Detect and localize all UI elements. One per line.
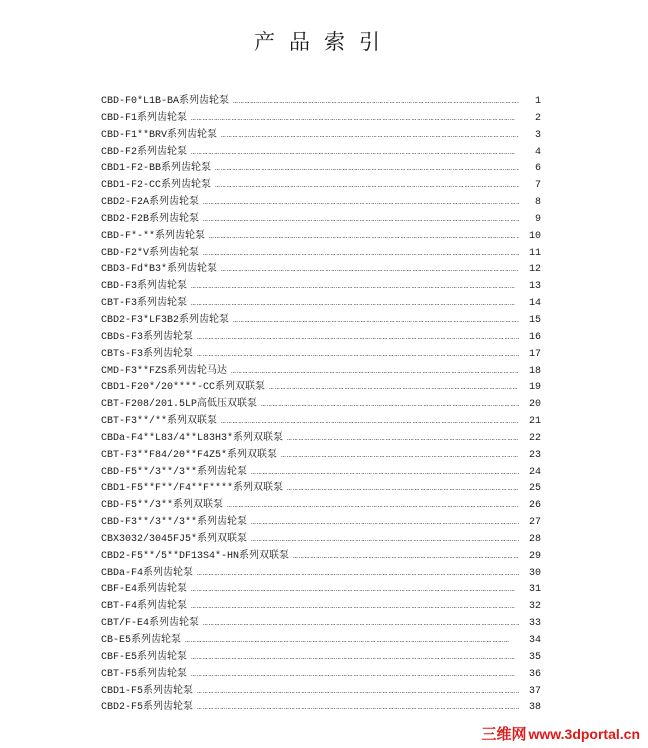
toc-entry-title: CBD2-F3*LF3B2系列齿轮泵 [101,314,230,326]
toc-entry-page-number: 28 [528,533,541,545]
dot-leader [209,229,519,246]
toc-entry-page-number: 17 [528,348,541,360]
toc-entry[interactable] [101,347,541,364]
toc-entry-page-number: 26 [528,500,541,512]
toc-entry-page-number: 21 [528,416,541,428]
toc-entry-page-number: 3 [534,129,541,141]
toc-entry[interactable] [101,498,541,515]
dot-leader [287,481,519,498]
toc-entry-title: CBDa-F4**L83/4**L83H3*系列双联泵 [101,432,284,444]
toc-entry-title: CBT-F208/201.5LP高低压双联泵 [101,399,258,411]
dot-leader [197,347,519,364]
toc-entry-title: CBT-F3**/**系列双联泵 [101,416,218,428]
dot-leader [251,515,519,532]
dot-leader [227,498,519,515]
dot-leader [197,700,519,717]
dot-leader [293,549,519,566]
site-watermark [481,723,640,744]
dot-leader [251,465,519,482]
toc-entry-page-number: 19 [528,382,541,394]
dot-leader [287,431,519,448]
toc-entry-title: CB-E5系列齿轮泵 [101,635,182,646]
dot-leader [221,262,519,279]
dot-leader [203,246,519,263]
page-title: 产品索引 [254,30,394,54]
toc-entry[interactable] [101,414,541,431]
toc-entry-title: CBF-E4系列齿轮泵 [101,584,188,596]
toc-entry-page-number: 10 [528,230,541,242]
toc-entry-page-number: 37 [528,685,541,697]
dot-leader [221,128,519,145]
toc-entry[interactable] [101,515,541,532]
watermark-chinese: 三维网 [481,726,527,743]
toc-entry[interactable] [101,431,541,448]
toc-entry[interactable] [101,212,541,229]
toc-entry[interactable] [101,313,541,330]
toc-entry-title: CBD1-F5**F**/F4**F****系列双联泵 [101,483,284,495]
toc-entry[interactable] [101,481,541,498]
toc-entry-title: CBT-F3系列齿轮泵 [101,298,188,310]
toc-entry-title: CBF-E5系列齿轮泵 [101,651,188,663]
toc-entry[interactable] [101,195,541,212]
toc-entry-page-number: 22 [528,432,541,444]
toc-entry[interactable] [101,566,541,583]
toc-entry-title: CBD1-F5系列齿轮泵 [101,685,194,697]
dot-leader [203,616,519,633]
toc-entry-page-number: 12 [528,264,541,276]
toc-entry-page-number: 4 [534,146,541,158]
toc-entry-page-number: 34 [528,635,541,646]
toc-entry-page-number: 35 [528,651,541,663]
toc-entry[interactable] [101,700,541,717]
toc-entry-title: CBD1-F2-BB系列齿轮泵 [101,163,212,175]
toc-entry[interactable] [101,448,541,465]
dot-leader [261,397,519,414]
toc-entry-page-number: 20 [528,399,541,411]
toc-entry-title: CBT-F3**F84/20**F4Z5*系列双联泵 [101,449,278,461]
dot-leader [197,330,519,347]
toc-entry-page-number: 25 [528,483,541,495]
toc-entry-page-number: 18 [528,365,541,377]
dot-leader [185,633,519,650]
toc-entry-title: CBD2-F2A系列齿轮泵 [101,197,200,209]
dot-leader [233,313,519,330]
toc-entry-page-number: 1 [534,96,541,107]
toc-entry-page-number: 15 [528,314,541,326]
toc-entry-title: CBTs-F3系列齿轮泵 [101,348,194,360]
toc-entry-title: CBDs-F3系列齿轮泵 [101,331,194,343]
toc-entry[interactable] [101,465,541,482]
toc-entry-title: CBD-F3系列齿轮泵 [101,281,188,293]
dot-leader [191,145,519,162]
dot-leader [191,279,519,296]
toc-entry-title: CBD2-F5系列齿轮泵 [101,702,194,714]
toc-entry-title: CBD-F2系列齿轮泵 [101,146,188,158]
dot-leader [215,161,519,178]
toc-entry[interactable] [101,599,541,616]
dot-leader [203,212,519,229]
toc-entry[interactable] [101,229,541,246]
toc-entry[interactable] [101,532,541,549]
toc-entry-page-number: 24 [528,466,541,478]
dot-leader [197,684,519,701]
toc-entry-page-number: 36 [528,668,541,680]
toc-entry-title: CBD1-F20*/20****-CC系列双联泵 [101,382,266,394]
toc-entry[interactable] [101,684,541,701]
toc-entry[interactable] [101,397,541,414]
toc-entry-page-number: 8 [534,197,541,209]
dot-leader [191,111,519,128]
toc-entry[interactable] [101,296,541,313]
toc-entry-page-number: 29 [528,550,541,562]
toc-entry[interactable] [101,161,541,178]
toc-entry[interactable] [101,667,541,684]
toc-entry[interactable] [101,616,541,633]
dot-leader [191,667,519,684]
toc-entry-title: CBT/F-E4系列齿轮泵 [101,618,200,630]
toc-entry-title: CBDa-F4系列齿轮泵 [101,567,194,579]
toc-entry-title: CBT-F4系列齿轮泵 [101,601,188,613]
toc-entry-title: CBD-F2*V系列齿轮泵 [101,247,200,259]
toc-entry-page-number: 33 [528,618,541,630]
toc-entry-title: CBD-F3**/3**/3**系列齿轮泵 [101,517,248,529]
toc-entry-title: CBD-F*-**系列齿轮泵 [101,230,206,242]
toc-entry[interactable] [101,246,541,263]
toc-entry[interactable] [101,582,541,599]
dot-leader [191,582,519,599]
toc-entry[interactable] [101,380,541,397]
toc-entry[interactable] [101,111,541,128]
toc-entry-page-number: 11 [528,247,541,259]
toc-entry-page-number: 14 [528,298,541,310]
toc-entry-title: CBD1-F2-CC系列齿轮泵 [101,180,212,192]
toc-entry-title: CBD2-F5**/5**DF13S4*-HN系列双联泵 [101,550,290,562]
toc-entry-page-number: 30 [528,567,541,579]
toc-entry-page-number: 16 [528,331,541,343]
toc-entry[interactable] [101,262,541,279]
dot-leader [197,566,519,583]
toc-entry-title: CBD-F1系列齿轮泵 [101,112,188,124]
toc-entry[interactable] [101,650,541,667]
toc-entry-title: CBD-F0*L1B-BA系列齿轮泵 [101,96,230,107]
toc-entry-page-number: 32 [528,601,541,613]
toc-entry-title: CBD-F5**/3**/3**系列齿轮泵 [101,466,248,478]
dot-leader [281,448,519,465]
toc-entry[interactable] [101,94,541,111]
table-of-contents [101,94,541,717]
dot-leader [231,364,519,381]
toc-entry[interactable] [101,549,541,566]
dot-leader [221,414,519,431]
toc-entry-title: CMD-F3**FZS系列齿轮马达 [101,365,228,377]
dot-leader [233,94,519,111]
toc-entry[interactable] [101,633,541,650]
toc-entry[interactable] [101,279,541,296]
toc-entry-title: CBD-F5**/3**系列双联泵 [101,500,224,512]
toc-entry-title: CBX3032/3045FJ5*系列双联泵 [101,533,248,545]
dot-leader [191,599,519,616]
dot-leader [191,650,519,667]
toc-entry-title: CBD2-F2B系列齿轮泵 [101,213,200,225]
dot-leader [191,296,519,313]
toc-entry-page-number: 7 [534,180,541,192]
toc-entry-title: CBD-F1**BRV系列齿轮泵 [101,129,218,141]
toc-entry-title: CBT-F5系列齿轮泵 [101,668,188,680]
toc-entry-page-number: 23 [528,449,541,461]
toc-entry[interactable] [101,128,541,145]
toc-entry-page-number: 13 [528,281,541,293]
toc-entry[interactable] [101,330,541,347]
toc-entry-page-number: 6 [534,163,541,175]
toc-entry[interactable] [101,145,541,162]
toc-entry-page-number: 31 [528,584,541,596]
toc-entry-page-number: 9 [534,213,541,225]
dot-leader [203,195,519,212]
watermark-url: www.3dportal.cn [528,726,640,742]
toc-entry-page-number: 27 [528,517,541,529]
dot-leader [269,380,519,397]
toc-entry-page-number: 38 [528,702,541,714]
toc-entry-page-number: 2 [534,112,541,124]
dot-leader [251,532,519,549]
dot-leader [215,178,519,195]
toc-entry[interactable] [101,178,541,195]
toc-entry-title: CBD3-Fd*B3*系列齿轮泵 [101,264,218,276]
toc-entry[interactable] [101,364,541,381]
